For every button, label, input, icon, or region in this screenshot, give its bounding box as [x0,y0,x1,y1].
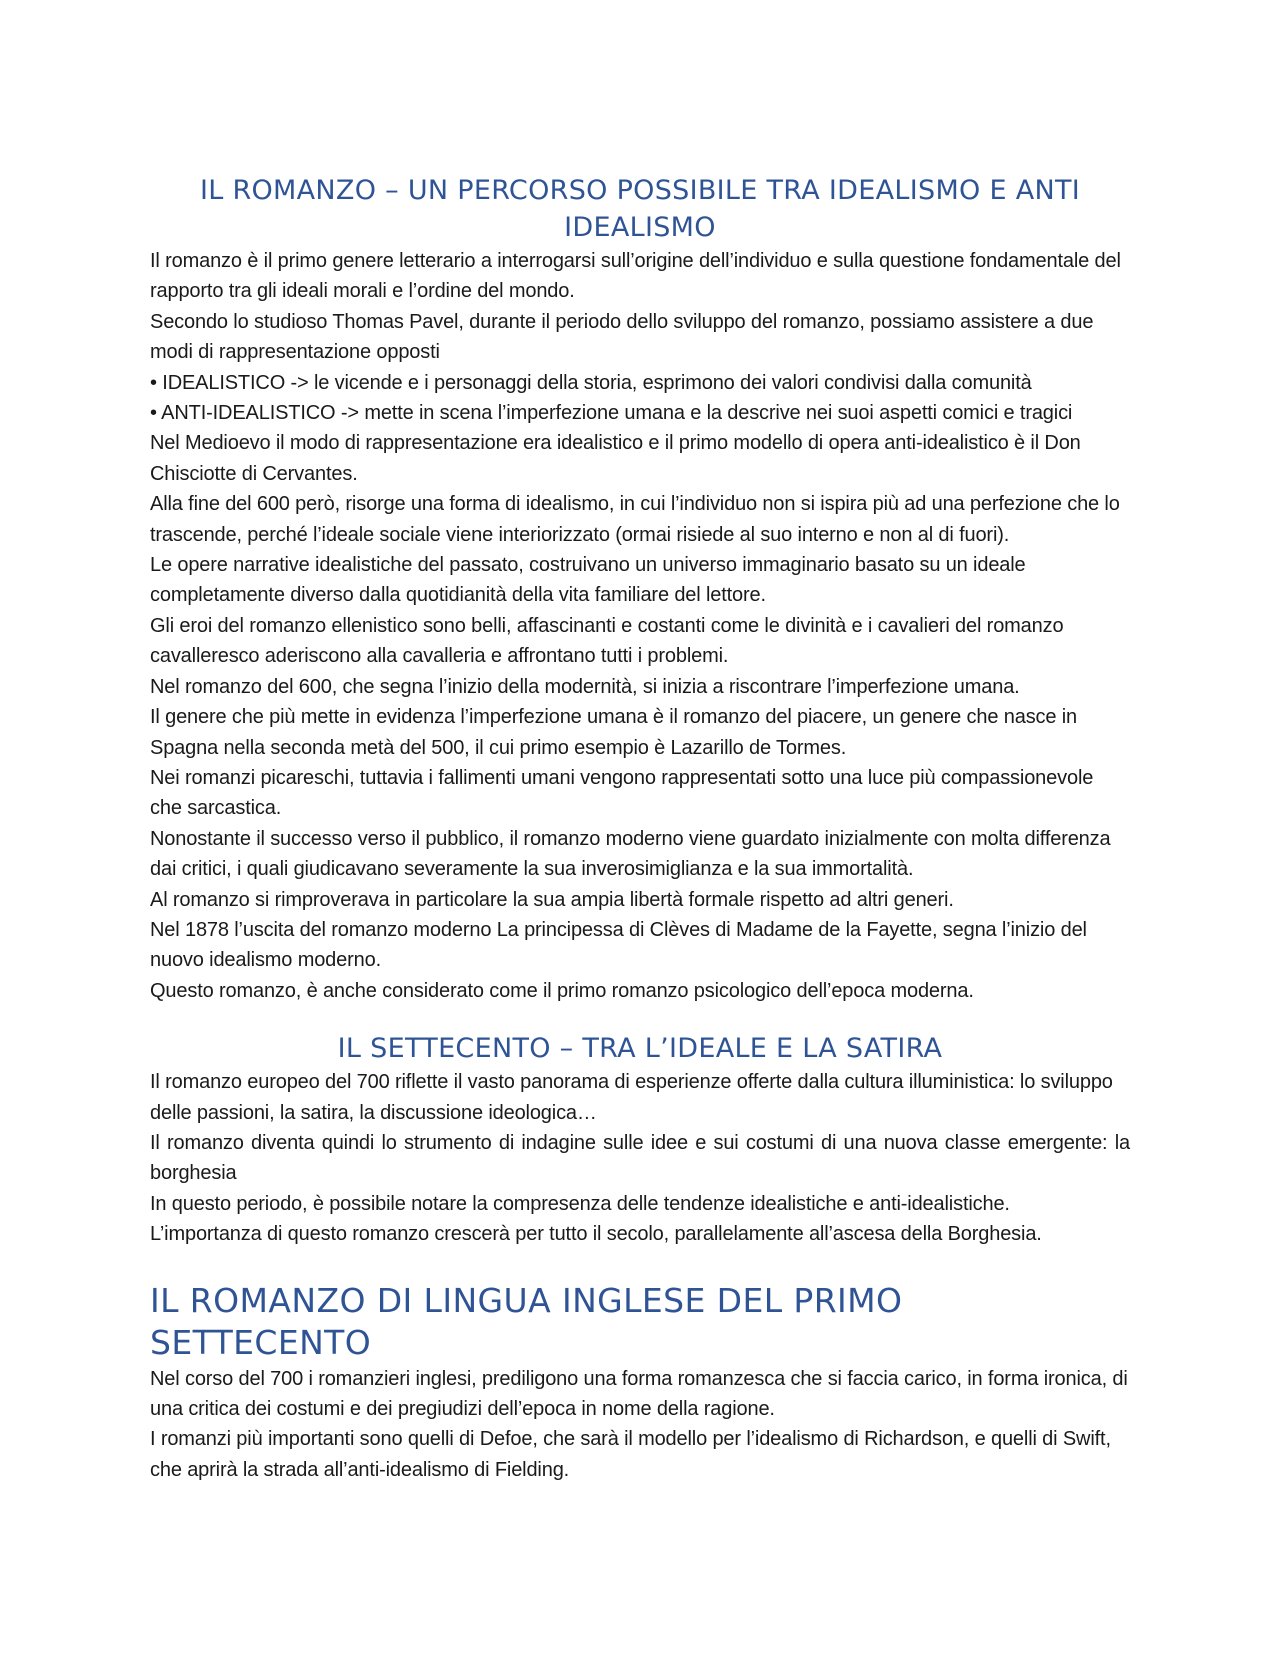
paragraph: Nonostante il successo verso il pubblico, il romanzo moderno viene guardato inizialmente con molta differenza dai critici, i quali giudicavano severamente la sua inverosimiglianza e la sua immortalità. [150,827,1111,881]
section-spacer [150,1250,1130,1280]
paragraph: Il genere che più mette in evidenza l’imperfezione umana è il romanzo del piacere, un genere che nasce in Spagna nella seconda metà del 500, il cui primo esempio è Lazarillo de Tormes. [150,706,1078,759]
paragraph: Le opere narrative idealistiche del passato, costruivano un universo immaginario basato su un ideale completamente diverso dalla quotidianità della vita familiare del lettore. [150,554,1026,607]
paragraph: In questo periodo, è possibile notare la compresenza delle tendenze idealistiche e anti-idealistiche. [150,1192,1010,1215]
paragraph: Nei romanzi picareschi, tuttavia i fallimenti umani vengono rappresentati sotto una luce più compassionevole che sarcastica. [150,766,1094,820]
document-page [150,172,1130,1485]
bullet-icon: • [150,371,157,394]
bullet-text: ANTI-IDEALISTICO -> mette in scena l’imperfezione umana e la descrive nei suoi aspetti comici e tragici [161,402,1073,425]
paragraph: Nel 1878 l’uscita del romanzo moderno La principessa di Clèves di Madame de la Fayette, segna l’inizio del nuovo idealismo moderno. [150,918,1087,972]
bullet-icon: • [150,402,157,425]
section-title-settecento: IL SETTECENTO – TRA L’IDEALE E LA SATIRA [337,1033,943,1065]
section-title-romanzo: IL ROMANZO – UN PERCORSO POSSIBILE TRA IDEALISMO E ANTI IDEALISMO [199,175,1081,243]
paragraph: L’importanza di questo romanzo crescerà per tutto il secolo, parallelamente all’ascesa della Borghesia. [150,1223,1042,1246]
section-spacer [150,1006,1130,1030]
section-title-lingua-inglese: IL ROMANZO DI LINGUA INGLESE DEL PRIMO SETTECENTO [150,1280,903,1362]
paragraph: Alla fine del 600 però, risorge una forma di idealismo, in cui l’individuo non si ispira più ad una perfezione che lo trascende, perché l’ideale sociale viene interiorizzato (ormai risiede al suo interno e non al di fuori). [150,493,1120,546]
paragraph: Il romanzo europeo del 700 riflette il vasto panorama di esperienze offerte dalla cultura illuministica: lo sviluppo delle passioni, la satira, la discussione ideologica… [150,1071,1113,1124]
paragraph: I romanzi più importanti sono quelli di Defoe, che sarà il modello per l’idealismo di Richardson, e quelli di Swift, che aprirà la strada all’anti-idealismo di Fielding. [150,1428,1111,1481]
bullet-text: IDEALISTICO -> le vicende e i personaggi della storia, esprimono dei valori condivisi dalla comunità [162,371,1032,394]
paragraph: Al romanzo si rimproverava in particolare la sua ampia libertà formale rispetto ad altri generi. [150,888,954,911]
paragraph: Gli eroi del romanzo ellenistico sono belli, affascinanti e costanti come le divinità e i cavalieri del romanzo cavalleresco aderiscono alla cavalleria e affrontano tutti i problemi. [150,614,1064,668]
paragraph: Nel Medioevo il modo di rappresentazione era idealistico e il primo modello di opera anti-idealistico è il Don Chisciotte di Cervantes. [150,432,1081,485]
paragraph: Questo romanzo, è anche considerato come il primo romanzo psicologico dell’epoca moderna. [150,979,974,1002]
paragraph: Nel romanzo del 600, che segna l’inizio della modernità, si inizia a riscontrare l’imperfezione umana. [150,675,1020,698]
paragraph: Il romanzo è il primo genere letterario a interrogarsi sull’origine dell’individuo e sulla questione fondamentale del rapporto tra gli ideali morali e l’ordine del mondo. [150,250,1121,303]
paragraph: Secondo lo studioso Thomas Pavel, durante il periodo dello sviluppo del romanzo, possiamo assistere a due modi di rappresentazione opposti [150,310,1094,364]
paragraph: Il romanzo diventa quindi lo strumento di indagine sulle idee e sui costumi di una nuova classe emergente: la borghesia [150,1131,1130,1185]
bullet-item-idealistico [150,368,1130,398]
paragraph: Nel corso del 700 i romanzieri inglesi, prediligono una forma romanzesca che si faccia carico, in forma ironica, di una critica dei costumi e dei pregiudizi dell’epoca in nome della ragione. [150,1367,1128,1420]
bullet-item-anti-idealistico [150,398,1130,428]
